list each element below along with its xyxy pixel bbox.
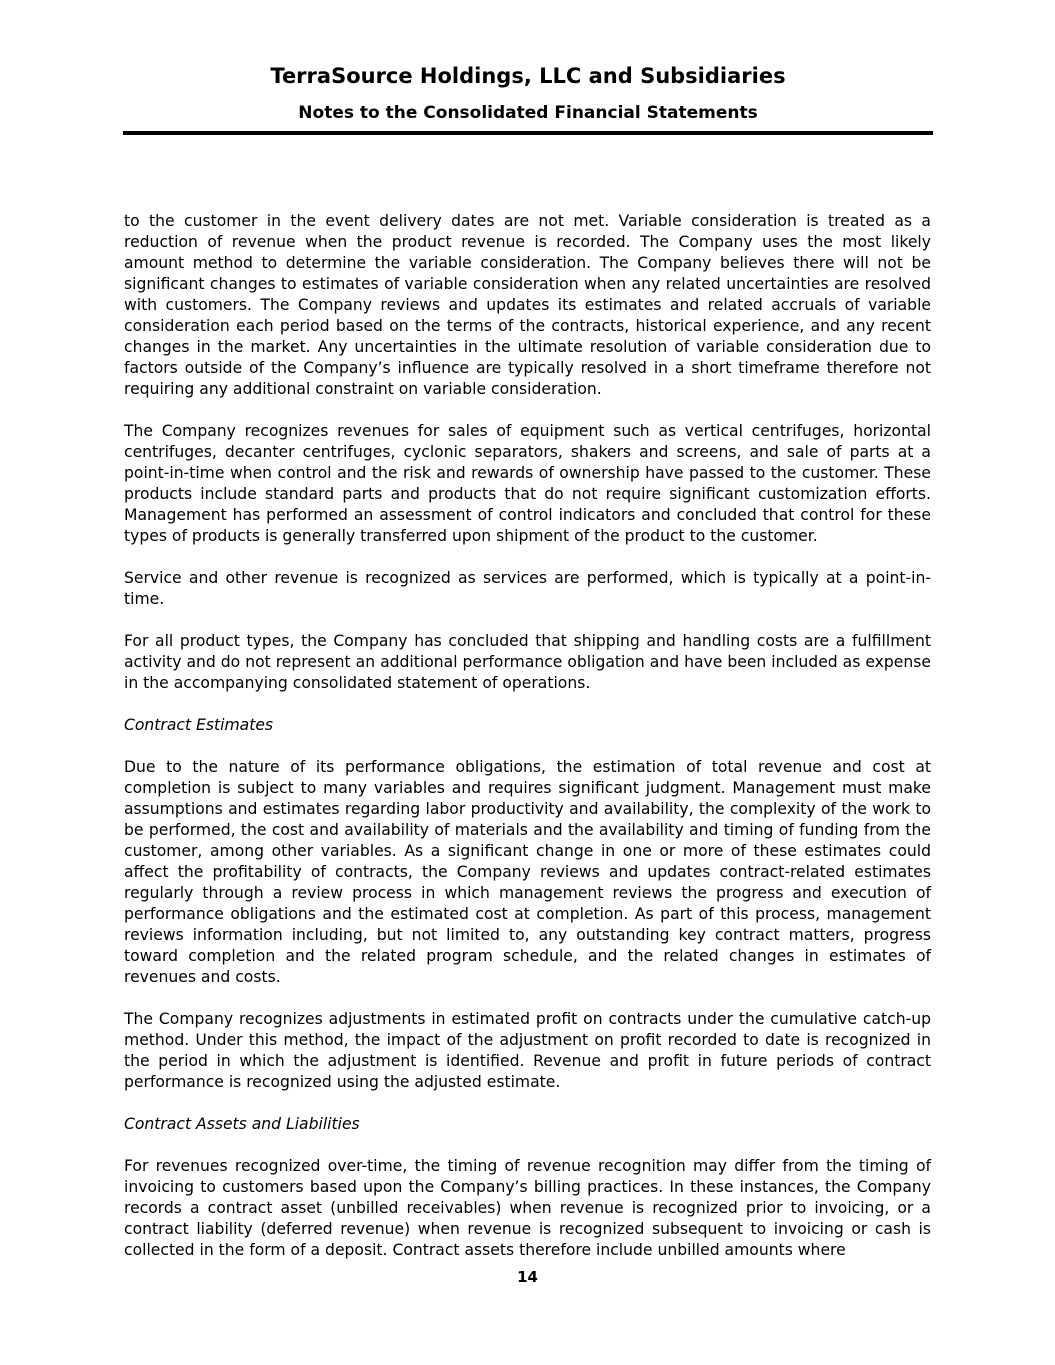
- body-text: [124, 211, 931, 1261]
- paragraph-shipping-handling: For all product types, the Company has concluded that shipping and handling costs are a fulfillment activity and do not represent an additional performance obligation and have been included as expense in the accompanying consolidated statement of operations.: [124, 632, 931, 692]
- company-name: TerraSource Holdings, LLC and Subsidiaries: [270, 64, 786, 88]
- paragraph-variable-consideration: to the customer in the event delivery dates are not met. Variable consideration is treated as a reduction of revenue when the product revenue is recorded. The Company uses the most likely amount method to determine the variable consideration. The Company believes there will not be significant changes to estimates of variable consideration when any related uncertainties are resolved with customers. The Company reviews and updates its estimates and related accruals of variable consideration each period based on the terms of the contracts, historical experience, and any recent changes in the market. Any uncertainties in the ultimate resolution of variable consideration due to factors outside of the Company’s influence are typically resolved in a short timeframe therefore not requiring any additional constraint on variable consideration.: [124, 212, 931, 398]
- document-subtitle: Notes to the Consolidated Financial Statements: [298, 103, 758, 123]
- paragraph-contract-estimates: Due to the nature of its performance obligations, the estimation of total revenue and cost at completion is subject to many variables and requires significant judgment. Management must make assumptions and estimates regarding labor productivity and availability, the complexity of the work to be performed, the cost and availability of materials and the availability and timing of funding from the customer, among other variables. As a significant change in one or more of these estimates could affect the profitability of contracts, the Company reviews and updates contract-related estimates regularly through a review process in which management reviews the progress and execution of performance obligations and the estimated cost at completion. As part of this process, management reviews information including, but not limited to, any outstanding key contract matters, progress toward completion and the related program schedule, and the related changes in estimates of revenues and costs.: [124, 758, 931, 986]
- section-heading-contract-assets-liabilities: Contract Assets and Liabilities: [124, 1115, 360, 1133]
- section-heading-contract-estimates: Contract Estimates: [124, 716, 274, 734]
- paragraph-cumulative-catch-up: The Company recognizes adjustments in estimated profit on contracts under the cumulative catch-up method. Under this method, the impact of the adjustment on profit recorded to date is recognized in the period in which the adjustment is identified. Revenue and profit in future periods of contract performance is recognized using the adjusted estimate.: [124, 1010, 931, 1091]
- page-number: 14: [517, 1268, 538, 1286]
- paragraph-service-revenue: Service and other revenue is recognized as services are performed, which is typically at a point-in-time.: [124, 569, 931, 608]
- paragraph-contract-assets: For revenues recognized over-time, the timing of revenue recognition may differ from the timing of invoicing to customers based upon the Company’s billing practices. In these instances, the Company records a contract asset (unbilled receivables) when revenue is recognized prior to invoicing, or a contract liability (deferred revenue) when revenue is recognized subsequent to invoicing or cash is collected in the form of a deposit. Contract assets therefore include unbilled amounts where: [124, 1157, 931, 1259]
- page-header: [123, 58, 933, 128]
- header-rule: [123, 131, 933, 135]
- paragraph-equipment-revenue: The Company recognizes revenues for sales of equipment such as vertical centrifuges, horizontal centrifuges, decanter centrifuges, cyclonic separators, shakers and screens, and sale of parts at a point-in-time when control and the risk and rewards of ownership have passed to the customer. These products include standard parts and products that do not require significant customization efforts. Management has performed an assessment of control indicators and concluded that control for these types of products is generally transferred upon shipment of the product to the customer.: [124, 422, 931, 545]
